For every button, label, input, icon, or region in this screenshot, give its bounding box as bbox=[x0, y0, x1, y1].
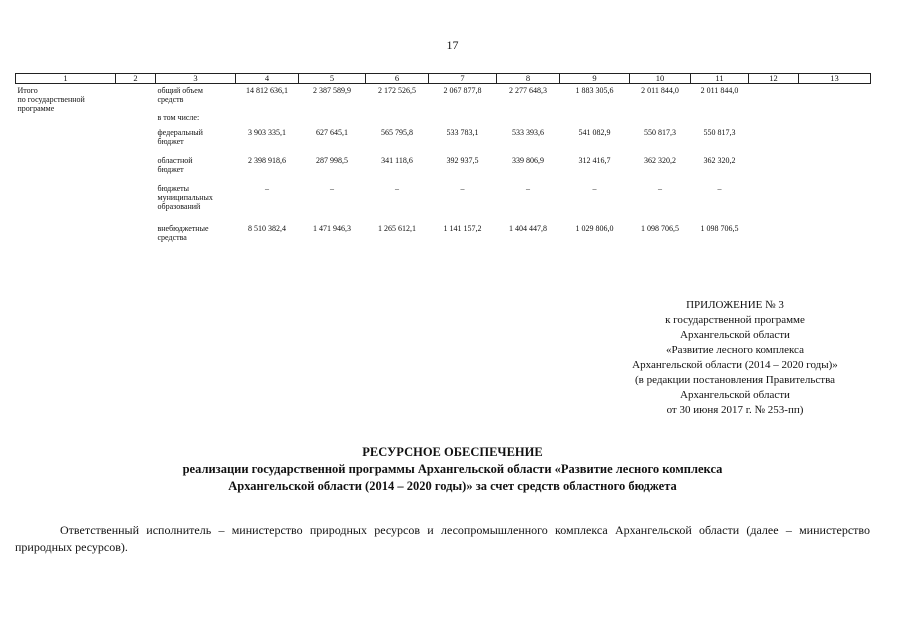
table-cell: 2 172 526,5 bbox=[378, 86, 416, 95]
appendix-line: «Развитие лесного комплекса bbox=[666, 344, 804, 356]
table-cell: 362 320,2 bbox=[703, 156, 736, 165]
table-cell: 1 141 157,2 bbox=[443, 224, 482, 233]
table-cell: 339 806,9 bbox=[512, 156, 544, 165]
table-cell: – bbox=[395, 184, 399, 193]
table-cell: 1 404 447,8 bbox=[509, 224, 547, 233]
table-cell bbox=[116, 156, 156, 184]
column-header: 3 bbox=[156, 74, 236, 84]
funding-source: федеральный бюджет bbox=[157, 128, 203, 146]
funding-source: областной бюджет bbox=[157, 156, 193, 174]
column-header: 12 bbox=[749, 74, 799, 84]
table-cell bbox=[236, 113, 299, 128]
table-row-total bbox=[16, 84, 871, 114]
column-header: 7 bbox=[429, 74, 497, 84]
table-cell: 533 393,6 bbox=[512, 128, 544, 137]
table-cell bbox=[116, 184, 156, 224]
appendix-line: к государственной программе bbox=[665, 314, 805, 326]
table-cell: 1 883 305,6 bbox=[575, 86, 614, 95]
appendix-line: Архангельской области (2014 – 2020 годы)» bbox=[632, 359, 838, 371]
table-cell bbox=[116, 84, 156, 114]
page-number: 17 bbox=[446, 38, 459, 52]
table-cell bbox=[749, 184, 799, 224]
column-header: 6 bbox=[366, 74, 429, 84]
responsible-executor-paragraph: Ответственный исполнитель – министерство природных ресурсов и лесопромышленного комплекса Архангельской области (далее – министерство природных ресурсов). bbox=[15, 523, 870, 554]
budget-table bbox=[15, 73, 871, 248]
table-cell bbox=[630, 113, 691, 128]
table-cell bbox=[749, 113, 799, 128]
table-cell bbox=[799, 184, 871, 224]
table-cell bbox=[799, 84, 871, 114]
table-cell bbox=[299, 113, 366, 128]
table-cell: – bbox=[658, 184, 662, 193]
table-row-regional bbox=[16, 156, 871, 184]
title-line: РЕСУРСНОЕ ОБЕСПЕЧЕНИЕ bbox=[362, 445, 543, 459]
table-cell: 1 098 706,5 bbox=[641, 224, 679, 233]
table-cell bbox=[16, 184, 116, 224]
table-cell bbox=[366, 113, 429, 128]
table-cell: 627 645,1 bbox=[316, 128, 348, 137]
funding-source: общий объем средств bbox=[157, 86, 203, 104]
table-cell bbox=[749, 224, 799, 248]
title-line: Архангельской области (2014 – 2020 годы)» за счет средств областного бюджета bbox=[228, 479, 677, 493]
appendix-line: Архангельской области bbox=[680, 329, 790, 341]
table-cell: – bbox=[265, 184, 269, 193]
table-cell: 8 510 382,4 bbox=[248, 224, 286, 233]
table-cell: 2 387 589,9 bbox=[313, 86, 351, 95]
table-cell bbox=[497, 113, 560, 128]
table-cell bbox=[429, 113, 497, 128]
table-cell: – bbox=[717, 184, 722, 193]
table-cell: 2 011 844,0 bbox=[700, 86, 739, 95]
table-cell: 2 011 844,0 bbox=[641, 86, 679, 95]
column-header: 2 bbox=[116, 74, 156, 84]
table-cell: 533 783,1 bbox=[446, 128, 479, 137]
table-cell: – bbox=[592, 184, 597, 193]
table-cell bbox=[116, 224, 156, 248]
table-cell bbox=[560, 113, 630, 128]
title-line: реализации государственной программы Архангельской области «Развитие лесного комплекса bbox=[182, 462, 723, 476]
funding-source: внебюджетные средства bbox=[157, 224, 209, 242]
funding-source: в том числе: bbox=[157, 113, 200, 122]
column-header: 8 bbox=[497, 74, 560, 84]
table-cell: 550 817,3 bbox=[703, 128, 736, 137]
table-cell bbox=[16, 224, 116, 248]
document-title bbox=[0, 444, 905, 495]
table-cell bbox=[749, 156, 799, 184]
column-header: 10 bbox=[630, 74, 691, 84]
appendix-line: Архангельской области bbox=[680, 389, 790, 401]
table-cell bbox=[799, 113, 871, 128]
table-header-row bbox=[16, 74, 871, 84]
table-cell: 312 416,7 bbox=[578, 156, 611, 165]
table-cell: 2 067 877,8 bbox=[443, 86, 482, 95]
column-header: 5 bbox=[299, 74, 366, 84]
table-cell bbox=[116, 128, 156, 156]
table-cell bbox=[799, 224, 871, 248]
column-header: 1 bbox=[16, 74, 116, 84]
table-cell: 287 998,5 bbox=[316, 156, 348, 165]
table-cell: 3 903 335,1 bbox=[248, 128, 286, 137]
table-cell bbox=[16, 128, 116, 156]
column-header: 4 bbox=[236, 74, 299, 84]
table-cell bbox=[691, 113, 749, 128]
table-cell: 550 817,3 bbox=[644, 128, 676, 137]
column-header: 13 bbox=[799, 74, 871, 84]
table-row-municipal bbox=[16, 184, 871, 224]
table-row-extrabudgetary bbox=[16, 224, 871, 248]
table-cell bbox=[116, 113, 156, 128]
table-cell: – bbox=[460, 184, 465, 193]
table-cell: 1 029 806,0 bbox=[575, 224, 614, 233]
column-header: 9 bbox=[560, 74, 630, 84]
table-cell bbox=[16, 113, 116, 128]
table-cell: 2 398 918,6 bbox=[248, 156, 286, 165]
table-cell bbox=[16, 156, 116, 184]
table-cell: 341 118,6 bbox=[381, 156, 413, 165]
table-cell: – bbox=[330, 184, 334, 193]
table-cell: 362 320,2 bbox=[644, 156, 676, 165]
table-cell: 541 082,9 bbox=[578, 128, 611, 137]
table-cell bbox=[799, 156, 871, 184]
program-label: Итого по государственной программе bbox=[17, 86, 85, 113]
table-cell: 1 471 946,3 bbox=[313, 224, 351, 233]
appendix-line: от 30 июня 2017 г. № 253-пп) bbox=[666, 404, 804, 416]
funding-source: бюджеты муниципальных образований bbox=[157, 184, 213, 211]
table-cell: – bbox=[526, 184, 530, 193]
table-cell bbox=[749, 128, 799, 156]
table-cell bbox=[799, 128, 871, 156]
appendix-line: ПРИЛОЖЕНИЕ № 3 bbox=[686, 299, 784, 311]
table-cell: 565 795,8 bbox=[381, 128, 413, 137]
appendix-heading bbox=[560, 298, 905, 418]
column-header: 11 bbox=[691, 74, 749, 84]
table-cell bbox=[749, 84, 799, 114]
table-cell: 14 812 636,1 bbox=[246, 86, 288, 95]
table-row-federal bbox=[16, 128, 871, 156]
table-cell: 1 265 612,1 bbox=[378, 224, 416, 233]
table-row-including bbox=[16, 113, 871, 128]
table-cell: 392 937,5 bbox=[446, 156, 479, 165]
table-cell: 2 277 648,3 bbox=[509, 86, 547, 95]
appendix-line: (в редакции постановления Правительства bbox=[634, 374, 836, 386]
table-cell: 1 098 706,5 bbox=[700, 224, 739, 233]
